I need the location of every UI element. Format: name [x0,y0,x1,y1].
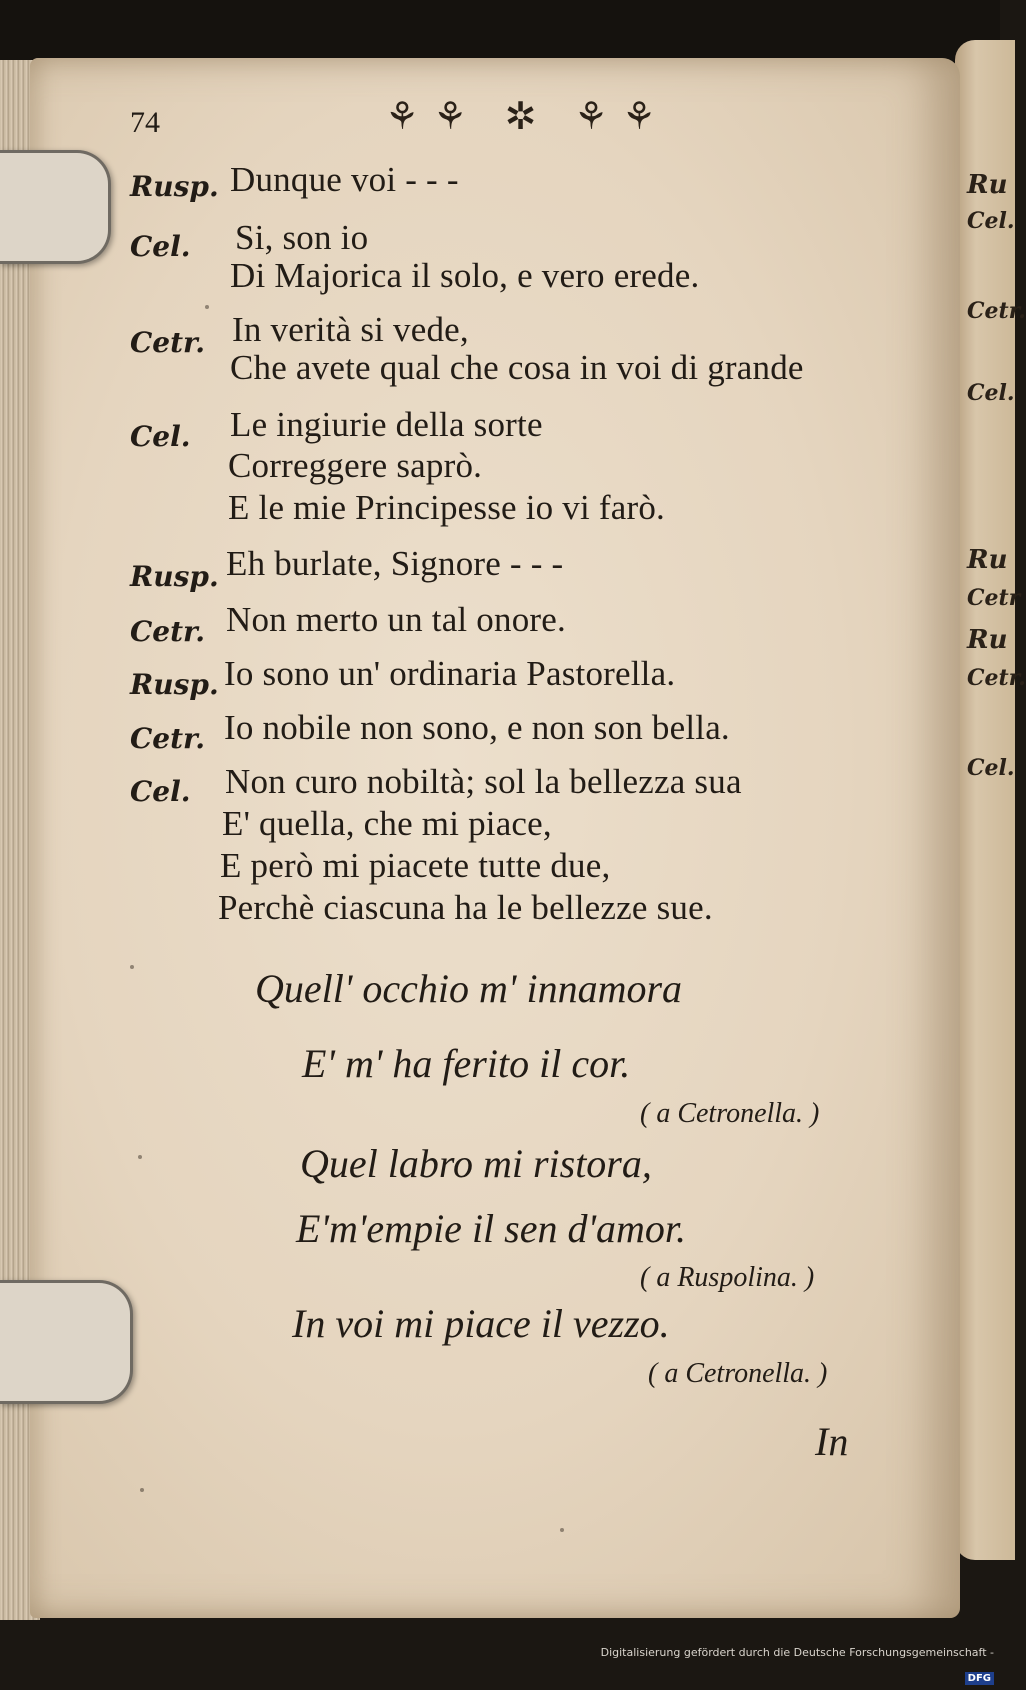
paper-speck [140,1488,144,1492]
page-clip-bottom [0,1280,133,1404]
verse-line: Io nobile non sono, e non son bella. [224,708,730,747]
speaker-label: Rusp. [130,560,219,593]
catchword: In [815,1419,849,1464]
speaker-label: Rusp. [130,668,219,701]
page-clip-top [0,150,111,264]
page-number: 74 [130,106,160,139]
verse-line: E le mie Principesse io vi farò. [228,488,665,527]
verse-line: In verità si vede, [232,310,469,349]
stage-direction: ( a Cetronella. ) [648,1358,828,1389]
speaker-label: Cetr. [130,722,205,755]
facing-page-fragment: Cel. [967,755,1015,781]
paper-speck [130,965,134,969]
verse-line: Di Majorica il solo, e vero erede. [230,256,700,295]
speaker-label: Cetr. [130,615,205,648]
facing-page-fragment: Ru [967,545,1008,575]
verse-line: Eh burlate, Signore - - - [226,544,564,583]
verse-line: Io sono un' ordinaria Pastorella. [224,654,676,693]
aria-line: In voi mi piace il vezzo. [292,1301,670,1346]
verse-line: Non curo nobiltà; sol la bellezza sua [225,762,742,801]
facing-page-fragment: Cetr. [967,665,1026,691]
verse-line: Le ingiurie della sorte [230,405,543,444]
facing-page-fragment: Cetr [967,585,1021,611]
verse-line: Che avete qual che cosa in voi di grande [230,348,804,387]
facing-page-fragment: Ru [967,170,1008,200]
verse-line: Correggere saprò. [228,446,483,485]
verse-line: Perchè ciascuna ha le bellezze sue. [218,888,713,927]
facing-page-fragment: Cel. [967,380,1015,406]
speaker-label: Rusp. [130,170,219,203]
aria-line: Quel labro mi ristora, [300,1141,652,1186]
dfg-logo: DFG [965,1672,994,1685]
speaker-label: Cel. [130,230,191,263]
aria-line: E'm'empie il sen d'amor. [296,1206,687,1251]
facing-page-fragment: Cetr. [967,298,1026,324]
verse-line: Si, son io [235,218,369,257]
speaker-label: Cetr. [130,326,205,359]
header-ornament: ⚘⚘ ✲ ⚘⚘ [385,96,671,138]
verse-line: E però mi piacete tutte due, [220,846,611,885]
verse-line: Dunque voi - - - [230,160,459,199]
paper-speck [560,1528,564,1532]
facing-page-edge [955,40,1026,1560]
paper-speck [138,1155,142,1159]
speaker-label: Cel. [130,775,191,808]
aria-line: Quell' occhio m' innamora [255,966,683,1011]
credit-text: Digitalisierung gefördert durch die Deutsche Forschungsgemeinschaft - [600,1646,994,1659]
verse-line: Non merto un tal onore. [226,600,566,639]
facing-page-fragment: Ru [967,625,1008,655]
speaker-label: Cel. [130,420,191,453]
verse-line: E' quella, che mi piace, [222,804,552,843]
facing-page-fragment: Cel. [967,208,1015,234]
stage-direction: ( a Ruspolina. ) [640,1262,815,1293]
paper-speck [205,305,209,309]
stage-direction: ( a Cetronella. ) [640,1098,820,1129]
aria-line: E' m' ha ferito il cor. [302,1041,631,1086]
digitization-credit [600,1640,1000,1684]
